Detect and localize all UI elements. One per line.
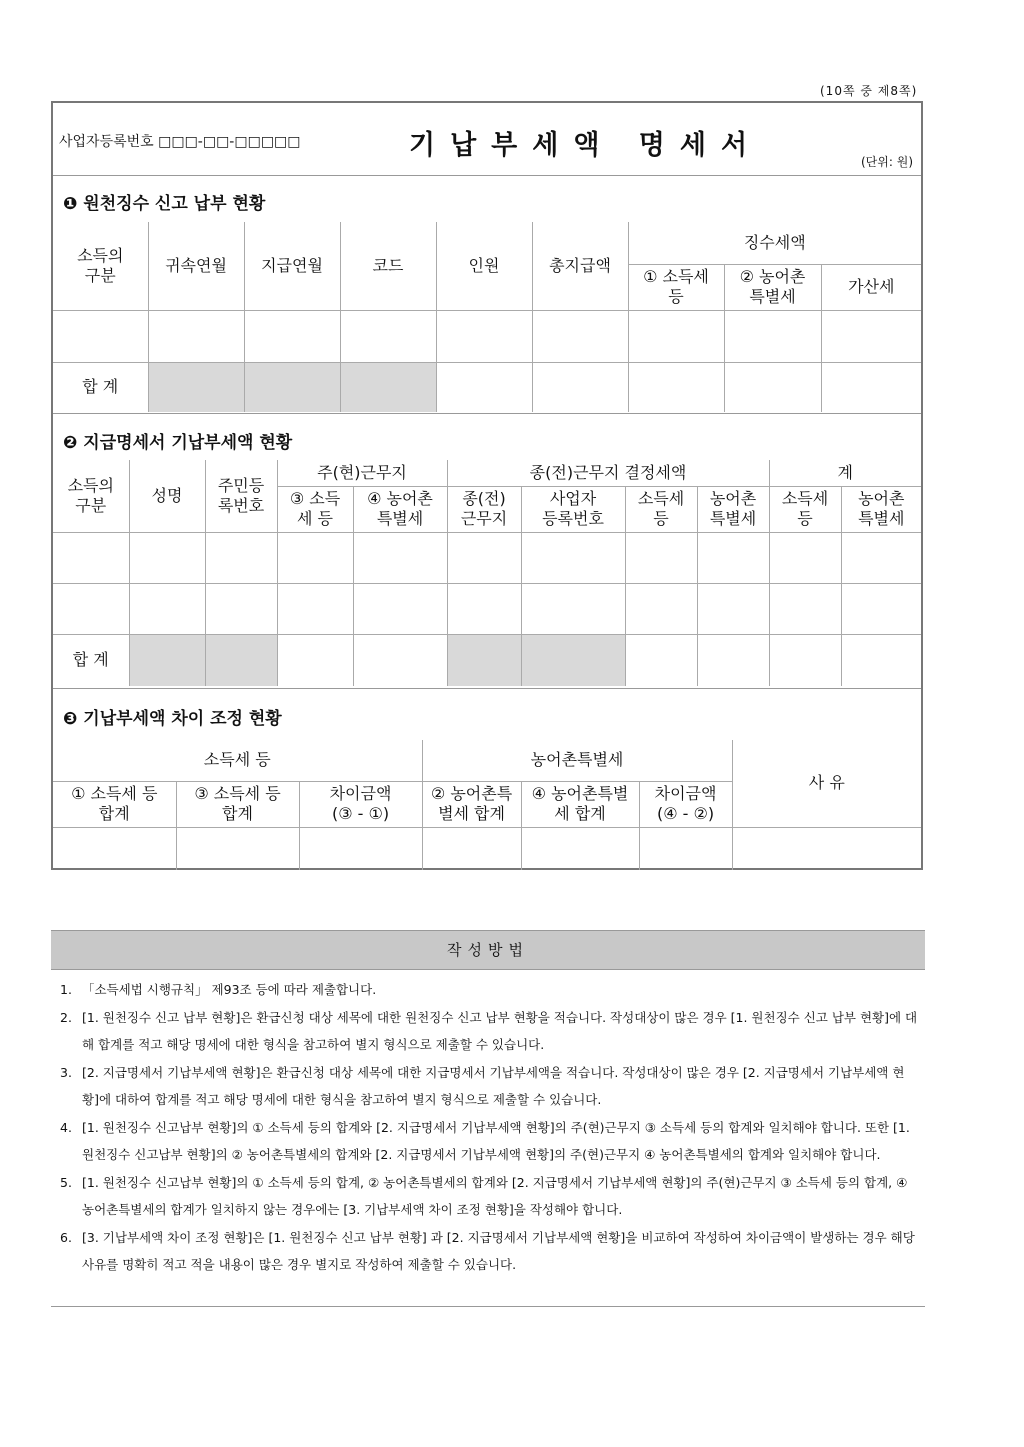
guide-item-text: [3. 기납부세액 차이 조정 현황]은 [1. 원천징수 신고 납부 현황] 과 [2. 지급명세서 기납부세액 현황]을 비교하여 작성하여 차이금액이 발생하는 경우 해당 사유를 명확히 적고 적을 내용이 많은 경우 별지로 작성하여 제출할 수 있습니다.	[82, 1229, 915, 1272]
header-sum-rural-tax: 농어촌 특별세	[841, 486, 921, 532]
header-business-reg-no: 사업자 등록번호	[521, 486, 625, 532]
input-cell[interactable]	[821, 310, 921, 362]
input-cell[interactable]	[521, 583, 625, 634]
input-cell[interactable]	[447, 532, 521, 583]
bottom-divider	[51, 1306, 925, 1307]
shaded-cell	[148, 362, 244, 412]
header-persons: 인원	[436, 222, 532, 310]
input-cell[interactable]	[340, 310, 436, 362]
input-cell[interactable]	[724, 310, 821, 362]
guide-item	[60, 1224, 920, 1279]
header-rural-tax-difference: 차이금액 (④ - ②)	[639, 781, 732, 827]
business-registration-number: 사업자등록번호 □□□-□□-□□□□□	[59, 134, 301, 150]
input-cell[interactable]	[821, 362, 921, 412]
input-cell[interactable]	[422, 827, 521, 870]
withholding-table	[53, 222, 921, 412]
input-cell[interactable]	[277, 532, 353, 583]
input-cell[interactable]	[625, 583, 697, 634]
input-cell[interactable]	[353, 583, 447, 634]
input-cell[interactable]	[769, 532, 841, 583]
input-cell[interactable]	[697, 532, 769, 583]
header-income-tax: ① 소득세 등	[628, 264, 724, 310]
header-total-payment: 총지급액	[532, 222, 628, 310]
input-cell[interactable]	[436, 362, 532, 412]
total-label: 합 계	[53, 362, 148, 412]
guide-item-text: [2. 지급명세서 기납부세액 현황]은 환급신청 대상 세목에 대한 지급명세서 기납부세액을 적습니다. 작성대상이 많은 경우 [2. 지급명세서 기납부세액 현황]에 대하여 합계를 적고 해당 명세에 대한 형식을 참고하여 별지 형식으로 제출할 수 있습니다.	[82, 1064, 905, 1107]
input-cell[interactable]	[205, 583, 277, 634]
guide-list	[60, 976, 920, 1279]
payment-statement-table	[53, 460, 921, 686]
guide-item-number: 2.	[60, 1009, 72, 1025]
input-cell[interactable]	[841, 634, 921, 686]
shaded-cell	[447, 634, 521, 686]
total-row	[53, 362, 921, 412]
section-title: ❸ 기납부세액 차이 조정 현황	[63, 709, 282, 729]
input-cell[interactable]	[697, 583, 769, 634]
guide-item-number: 4.	[60, 1119, 72, 1135]
input-cell[interactable]	[625, 532, 697, 583]
header-income-tax-difference: 차이금액 (③ - ①)	[299, 781, 422, 827]
table-row	[53, 310, 921, 362]
header-rural-tax-total-2: ② 농어촌특 별세 합계	[422, 781, 521, 827]
input-cell[interactable]	[697, 634, 769, 686]
guide-title: 작성방법	[51, 930, 925, 970]
input-cell[interactable]	[277, 634, 353, 686]
shaded-cell	[205, 634, 277, 686]
input-cell[interactable]	[532, 362, 628, 412]
header-reason: 사 유	[732, 740, 921, 827]
input-cell[interactable]	[53, 532, 129, 583]
shaded-cell	[340, 362, 436, 412]
shaded-cell	[521, 634, 625, 686]
section-withholding-report	[53, 175, 921, 414]
header-attribution-month: 귀속연월	[148, 222, 244, 310]
header-previous-workplace-name: 종(전) 근무지	[447, 486, 521, 532]
difference-table	[53, 740, 921, 870]
input-cell[interactable]	[521, 532, 625, 583]
guide-item-text: 「소득세법 시행규칙」 제93조 등에 따라 제출합니다.	[82, 982, 377, 997]
input-cell[interactable]	[353, 532, 447, 583]
input-cell[interactable]	[521, 827, 639, 870]
total-row	[53, 634, 921, 686]
input-cell[interactable]	[53, 583, 129, 634]
input-cell[interactable]	[129, 532, 205, 583]
input-cell[interactable]	[447, 583, 521, 634]
header-income-tax-total-3: ③ 소득세 등 합계	[176, 781, 299, 827]
header-income-tax-total-1: ① 소득세 등 합계	[53, 781, 176, 827]
page-number: (10쪽 중 제8쪽)	[820, 84, 918, 98]
page-title: 기납부세액 명세서	[409, 130, 763, 161]
header-income-type: 소득의 구분	[53, 222, 148, 310]
header-income-type: 소득의 구분	[53, 460, 129, 532]
table-row	[53, 583, 921, 634]
guide-item-number: 1.	[60, 982, 72, 997]
input-cell[interactable]	[353, 634, 447, 686]
header-income-tax-3: ③ 소득 세 등	[277, 486, 353, 532]
guide-item-text: [1. 원천징수 신고 납부 현황]은 환급신청 대상 세목에 대한 원천징수 신고 납부 현황을 적습니다. 작성대상이 많은 경우 [1. 원천징수 신고 납부 현황]에 대해 합계를 적고 해당 명세에 대한 형식을 참고하여 별지 형식으로 제출할 수 있습니다.	[82, 1009, 918, 1052]
section-title: ❷ 지급명세서 기납부세액 현황	[63, 433, 293, 453]
header-rural-tax: ② 농어촌 특별세	[724, 264, 821, 310]
input-cell[interactable]	[53, 310, 148, 362]
input-cell[interactable]	[53, 827, 176, 870]
guide-item-number: 5.	[60, 1174, 72, 1190]
shaded-cell	[129, 634, 205, 686]
input-cell[interactable]	[532, 310, 628, 362]
section-difference-adjustment	[53, 688, 921, 868]
guide-item-number: 6.	[60, 1229, 72, 1245]
input-cell[interactable]	[769, 583, 841, 634]
guide-item	[60, 1004, 920, 1059]
input-cell[interactable]	[732, 827, 921, 870]
input-cell[interactable]	[129, 583, 205, 634]
tax-form	[51, 101, 923, 870]
guide-item	[60, 1114, 920, 1169]
header-code: 코드	[340, 222, 436, 310]
guide-item	[60, 1059, 920, 1114]
input-cell[interactable]	[436, 310, 532, 362]
section-payment-statement	[53, 413, 921, 689]
input-cell[interactable]	[841, 583, 921, 634]
header-income-tax: 소득세 등	[625, 486, 697, 532]
header-previous-workplace: 종(전)근무지 결정세액	[447, 460, 769, 486]
guide-item-text: [1. 원천징수 신고납부 현황]의 ① 소득세 등의 합계와 [2. 지급명세서 기납부세액 현황]의 주(현)근무지 ③ 소득세 등의 합계와 일치해야 합니다. 또한 [1. 원천징수 신고납부 현황]의 ② 농어촌특별세의 합계와 [2. 지급명세서 기납부세액 현황]의 주(현)근무지 ④ 농어촌특별세의 합계와 일치해야 합니다.	[82, 1119, 910, 1162]
input-cell[interactable]	[724, 362, 821, 412]
header-withheld-tax: 징수세액	[628, 222, 921, 264]
header-resident-no: 주민등 록번호	[205, 460, 277, 532]
input-cell[interactable]	[244, 310, 340, 362]
input-cell[interactable]	[841, 532, 921, 583]
table-row	[53, 827, 921, 870]
guide-item-number: 3.	[60, 1064, 72, 1080]
input-cell[interactable]	[639, 827, 732, 870]
header-rural-tax-total-4: ④ 농어촌특별 세 합계	[521, 781, 639, 827]
guide-item	[60, 976, 920, 1004]
guide-item	[60, 1169, 920, 1224]
header-current-workplace: 주(현)근무지	[277, 460, 447, 486]
header-income-tax-group: 소득세 등	[53, 740, 422, 781]
header-penalty-tax: 가산세	[821, 264, 921, 310]
input-cell[interactable]	[769, 634, 841, 686]
header-payment-month: 지급연월	[244, 222, 340, 310]
input-cell[interactable]	[625, 634, 697, 686]
table-row	[53, 532, 921, 583]
header-sum: 계	[769, 460, 921, 486]
input-cell[interactable]	[176, 827, 299, 870]
form-header	[53, 103, 921, 176]
section-title: ❶ 원천징수 신고 납부 현황	[63, 194, 266, 214]
input-cell[interactable]	[299, 827, 422, 870]
input-cell[interactable]	[205, 532, 277, 583]
header-name: 성명	[129, 460, 205, 532]
header-rural-tax-4: ④ 농어촌 특별세	[353, 486, 447, 532]
input-cell[interactable]	[277, 583, 353, 634]
header-sum-income-tax: 소득세 등	[769, 486, 841, 532]
shaded-cell	[244, 362, 340, 412]
header-rural-tax-group: 농어촌특별세	[422, 740, 732, 781]
input-cell[interactable]	[628, 362, 724, 412]
unit-label: (단위: 원)	[861, 155, 913, 169]
total-label: 합 계	[53, 634, 129, 686]
input-cell[interactable]	[148, 310, 244, 362]
input-cell[interactable]	[628, 310, 724, 362]
guide-item-text: [1. 원천징수 신고납부 현황]의 ① 소득세 등의 합계, ② 농어촌특별세의 합계와 [2. 지급명세서 기납부세액 현황]의 주(현)근무지 ③ 소득세 등의 합계, ④ 농어촌특별세의 합계가 일치하지 않는 경우에는 [3. 기납부세액 차이 조정 현황]을 작성해야 합니다.	[82, 1174, 908, 1217]
header-rural-tax: 농어촌 특별세	[697, 486, 769, 532]
